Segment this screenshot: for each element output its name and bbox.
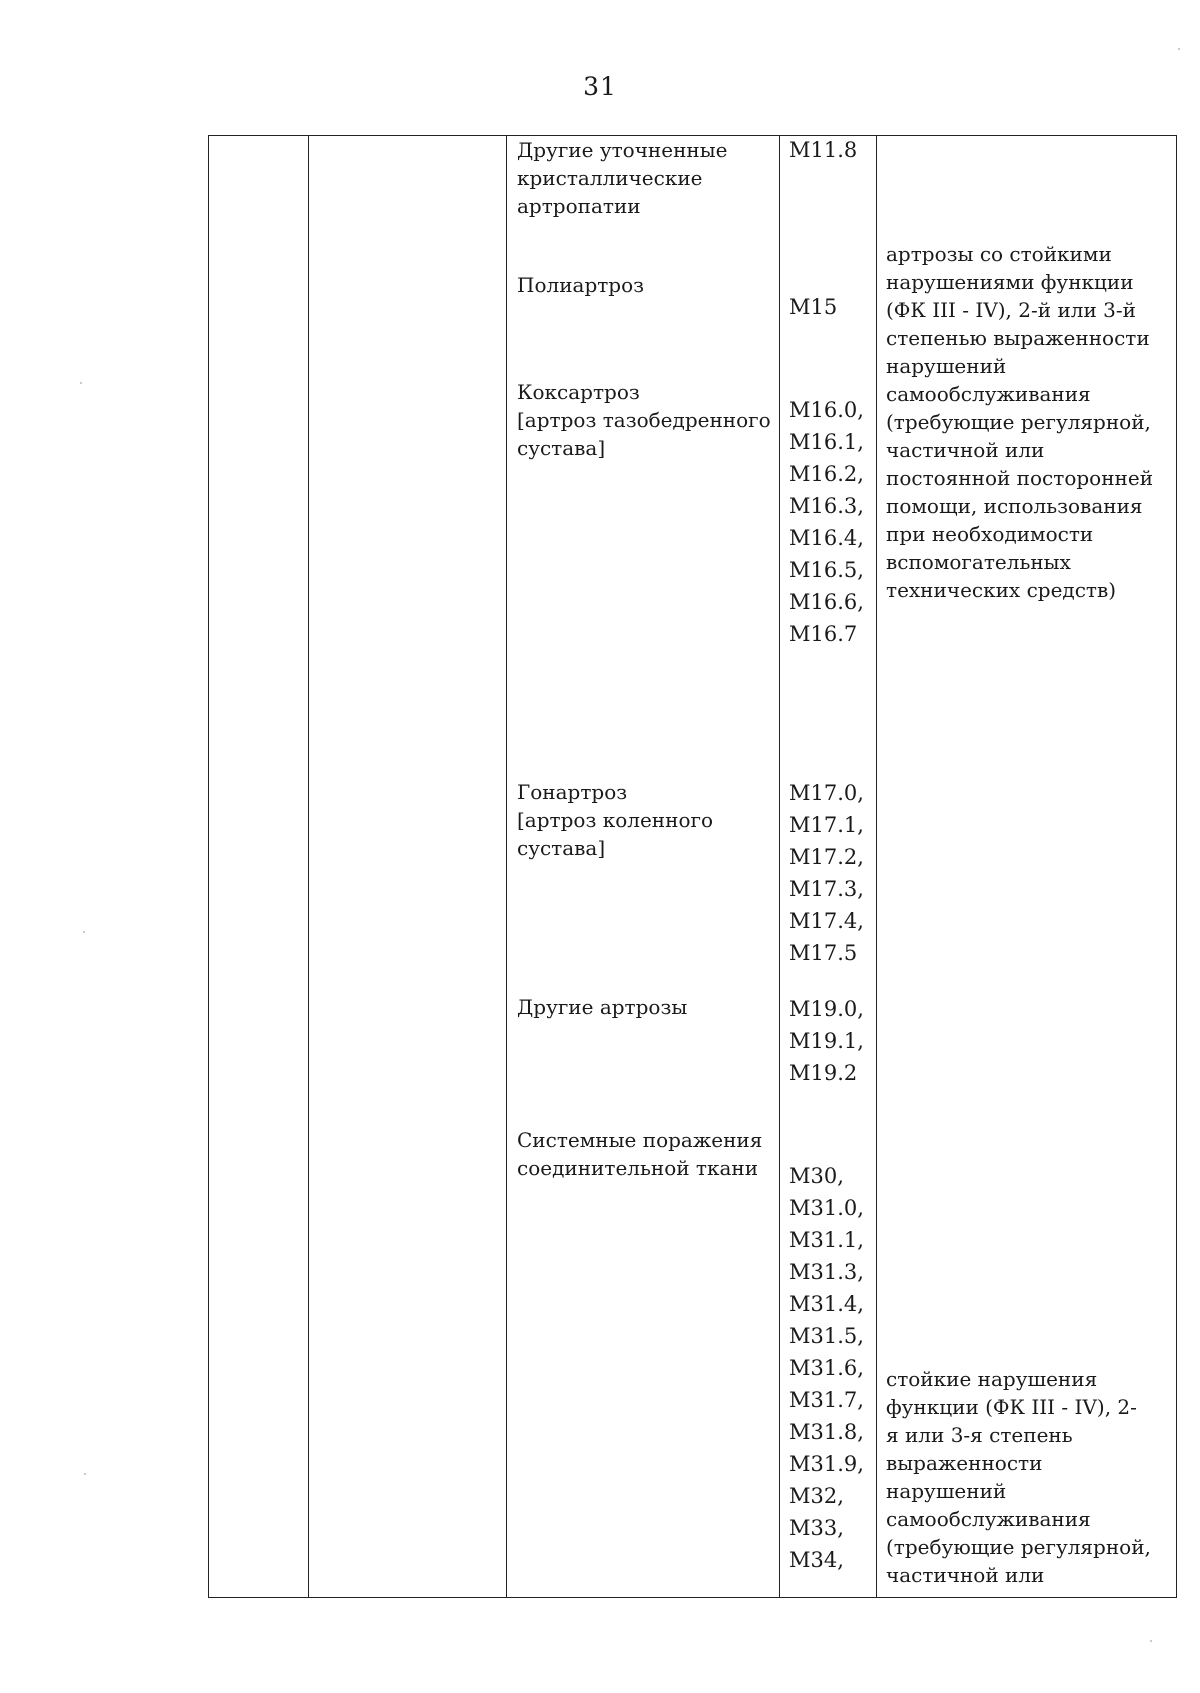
- scan-speck: [83, 931, 85, 933]
- diagnosis-name: Гонартроз [артроз коленного сустава]: [517, 780, 714, 860]
- diagnosis-name: Коксартроз [артроз тазобедренного сустава]: [517, 380, 771, 460]
- column-divider-1: [308, 135, 309, 1598]
- scan-speck: [1178, 48, 1180, 50]
- icd-codes: M19.0, M19.1, M19.2: [789, 997, 864, 1085]
- column-divider-3: [779, 135, 780, 1598]
- column-divider-4: [876, 135, 877, 1598]
- diagnosis-name: Другие уточненные кристаллические артропатии: [517, 138, 728, 218]
- icd-codes: M16.0, M16.1, M16.2, M16.3, M16.4, M16.5, M16.6, M16.7: [789, 398, 864, 646]
- diagnosis-name: Полиартроз: [517, 273, 645, 297]
- column-divider-2: [506, 135, 507, 1598]
- icd-codes: M30, M31.0, M31.1, M31.3, M31.4, M31.5, M31.6, M31.7, M31.8, M31.9, M32, M33, M34,: [789, 1164, 864, 1572]
- criteria-text: стойкие нарушения функции (ФК III - IV), 2- я или 3-я степень выраженности нарушений самообслуживания (требующие регулярной, частичной или: [886, 1367, 1151, 1587]
- diagnosis-name: Другие артрозы: [517, 995, 688, 1019]
- scan-speck: [80, 382, 82, 384]
- scan-speck: [1150, 1640, 1152, 1642]
- icd-codes: M11.8: [789, 138, 858, 162]
- criteria-text: артрозы со стойкими нарушениями функции (ФК III - IV), 2-й или 3-й степенью выраженности нарушений самообслуживания (требующие регулярной, частичной или постоянной посторонней помощи, использования при необходимости вспомогательных технических средств): [886, 242, 1154, 602]
- icd-codes: M15: [789, 295, 838, 319]
- scan-speck: [84, 1473, 86, 1475]
- page-number: 31: [583, 72, 617, 101]
- icd-codes: M17.0, M17.1, M17.2, M17.3, M17.4, M17.5: [789, 781, 864, 965]
- diagnosis-name: Системные поражения соединительной ткани: [517, 1128, 763, 1180]
